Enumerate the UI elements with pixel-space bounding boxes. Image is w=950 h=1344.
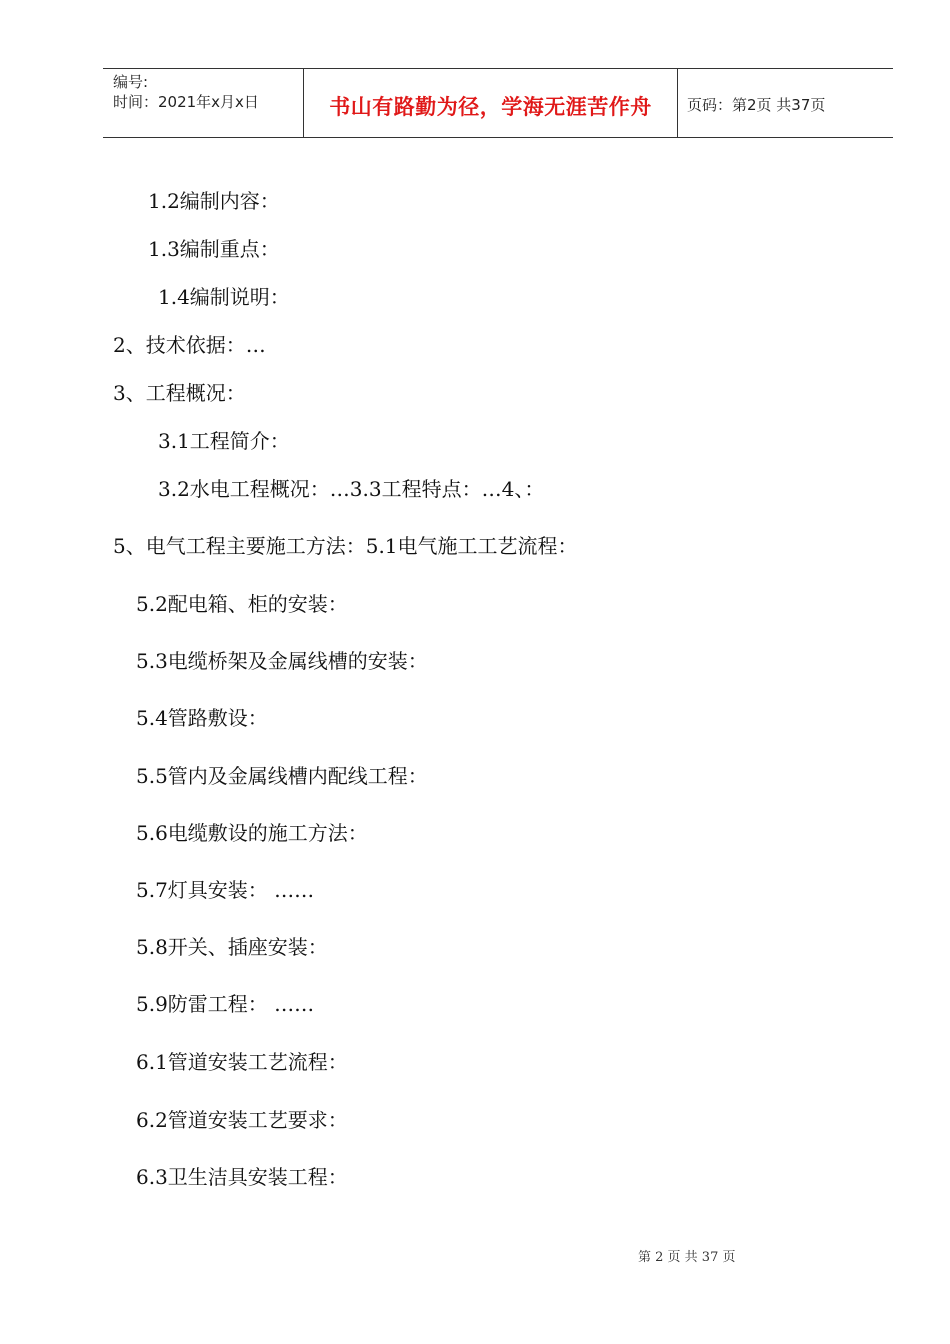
toc-item-6-2: 6.2管道安装工艺要求： [136, 1108, 348, 1132]
toc-item-5: 5、电气工程主要施工方法：5.1电气施工工艺流程： [113, 534, 578, 558]
serial-number-label: 编号: [113, 73, 149, 91]
toc-item-5-7: 5.7灯具安装： …… [136, 878, 315, 902]
toc-item-1-2: 1.2编制内容： [148, 189, 280, 213]
toc-item-1-4: 1.4编制说明： [158, 285, 290, 309]
page-footer: 第 2 页 共 37 页 [638, 1250, 736, 1265]
toc-item-5-5: 5.5管内及金属线槽内配线工程： [136, 764, 428, 788]
toc-item-2: 2、技术依据：… [113, 333, 266, 357]
toc-item-5-6: 5.6电缆敷设的施工方法： [136, 821, 368, 845]
toc-item-5-2: 5.2配电箱、柜的安装： [136, 592, 348, 616]
toc-item-5-3: 5.3电缆桥架及金属线槽的安装： [136, 649, 428, 673]
toc-item-5-8: 5.8开关、插座安装： [136, 935, 328, 959]
header-right-cell [677, 69, 893, 137]
header-middle-cell [303, 69, 678, 137]
page-header [103, 68, 893, 138]
header-page-info: 页码：第2页 共37页 [687, 96, 826, 114]
toc-item-5-4: 5.4管路敷设： [136, 706, 268, 730]
toc-item-1-3: 1.3编制重点： [148, 237, 280, 261]
toc-item-3: 3、工程概况： [113, 381, 246, 405]
toc-item-6-3: 6.3卫生洁具安装工程： [136, 1165, 348, 1189]
toc-item-5-9: 5.9防雷工程： …… [136, 992, 315, 1016]
header-left-cell [103, 69, 303, 137]
toc-item-6-1: 6.1管道安装工艺流程： [136, 1050, 348, 1074]
toc-item-3-1: 3.1工程简介： [158, 429, 290, 453]
header-motto: 书山有路勤为径，学海无涯苦作舟 [329, 94, 652, 119]
toc-item-3-2: 3.2水电工程概况：…3.3工程特点：…4、： [158, 477, 545, 501]
date-label: 时间：2021年x月x日 [113, 93, 259, 111]
